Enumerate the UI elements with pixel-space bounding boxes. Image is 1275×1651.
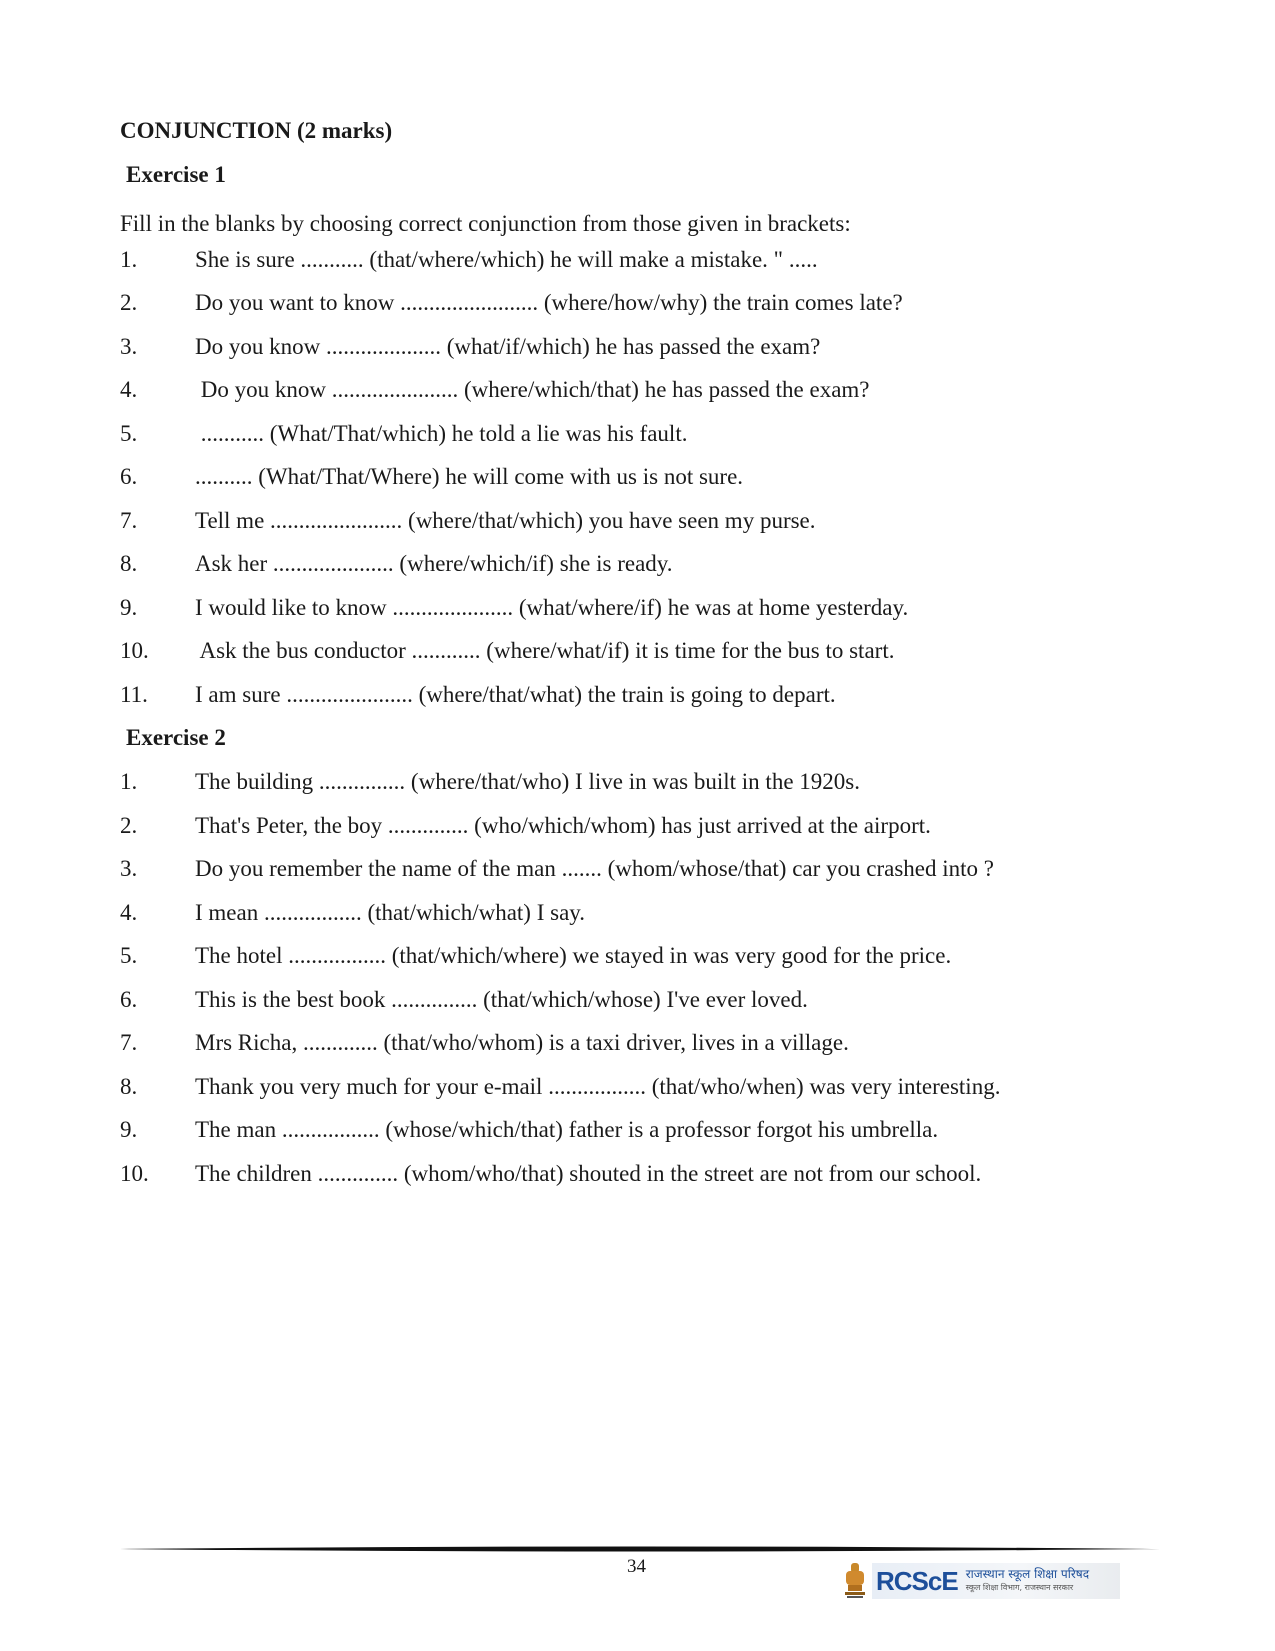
exercise-1-item bbox=[120, 594, 908, 622]
item-number: 3. bbox=[120, 334, 138, 359]
item-number: 10. bbox=[120, 638, 149, 663]
page-title: CONJUNCTION (2 marks) bbox=[120, 118, 393, 143]
footer-divider bbox=[120, 1542, 1160, 1556]
exercise-2-item bbox=[120, 942, 951, 970]
exercise-1-item bbox=[120, 550, 673, 578]
exercise-1-item bbox=[120, 420, 687, 448]
item-text: ........... (What/That/which) he told a lie was his fault. bbox=[195, 421, 688, 446]
item-text: The building ............... (where/that/who) I live in was built in the 1920s. bbox=[195, 769, 860, 794]
item-number: 3. bbox=[120, 856, 138, 881]
item-text: That's Peter, the boy .............. (who/which/whom) has just arrived at the airport. bbox=[195, 813, 931, 838]
exercise-1-item bbox=[120, 507, 816, 535]
exercise-1-item bbox=[120, 246, 818, 274]
item-text: The hotel ................. (that/which/where) we stayed in was very good for the price. bbox=[195, 943, 952, 968]
item-number: 8. bbox=[120, 551, 138, 576]
exercise-1-instruction: Fill in the blanks by choosing correct conjunction from those given in brackets: bbox=[120, 211, 851, 236]
page-number: 34 bbox=[627, 1556, 646, 1577]
exercise-2-item bbox=[120, 812, 931, 840]
item-text: I am sure ...................... (where/that/what) the train is going to depart. bbox=[195, 682, 836, 707]
exercise-1-heading: Exercise 1 bbox=[126, 162, 226, 187]
item-number: 2. bbox=[120, 290, 138, 315]
exercise-2-item bbox=[120, 855, 994, 883]
item-number: 7. bbox=[120, 508, 138, 533]
item-number: 8. bbox=[120, 1074, 138, 1099]
item-number: 6. bbox=[120, 464, 138, 489]
logo-brand-text: RCScE bbox=[876, 1565, 958, 1596]
item-text: Mrs Richa, ............. (that/who/whom) is a taxi driver, lives in a village. bbox=[195, 1030, 849, 1055]
item-number: 2. bbox=[120, 813, 138, 838]
item-number: 5. bbox=[120, 421, 138, 446]
exercise-1-item bbox=[120, 333, 820, 361]
item-text: Do you know .................... (what/if/which) he has passed the exam? bbox=[195, 334, 821, 359]
item-text: Do you remember the name of the man ....... (whom/whose/that) car you crashed into ? bbox=[195, 856, 995, 881]
item-number: 1. bbox=[120, 247, 138, 272]
exercise-2-item bbox=[120, 1029, 849, 1057]
exercise-1-item bbox=[120, 376, 870, 404]
exercise-2-item bbox=[120, 1160, 981, 1188]
exercise-1-item bbox=[120, 681, 836, 709]
item-number: 9. bbox=[120, 595, 138, 620]
item-text: This is the best book ............... (that/which/whose) I've ever loved. bbox=[195, 987, 808, 1012]
item-text: The man ................. (whose/which/that) father is a professor forgot his umbrella. bbox=[195, 1117, 939, 1142]
item-text: I would like to know ..................... (what/where/if) he was at home yesterday. bbox=[195, 595, 909, 620]
item-text: Ask her ..................... (where/which/if) she is ready. bbox=[195, 551, 673, 576]
exercise-2-item bbox=[120, 899, 585, 927]
exercise-2-item bbox=[120, 768, 860, 796]
exercise-2-heading: Exercise 2 bbox=[126, 725, 226, 750]
state-emblem-icon bbox=[842, 1561, 868, 1601]
exercise-1-item bbox=[120, 637, 894, 665]
item-text: The children .............. (whom/who/that) shouted in the street are not from our school. bbox=[195, 1161, 982, 1186]
item-text: .......... (What/That/Where) he will come with us is not sure. bbox=[195, 464, 744, 489]
item-number: 6. bbox=[120, 987, 138, 1012]
item-number: 4. bbox=[120, 377, 138, 402]
logo-hindi-title: राजस्थान स्कूल शिक्षा परिषद bbox=[965, 1567, 1090, 1581]
item-text: Do you know ...................... (where/which/that) he has passed the exam? bbox=[195, 377, 870, 402]
exercise-2-item bbox=[120, 1073, 1000, 1101]
exercise-1-item bbox=[120, 289, 903, 317]
item-number: 1. bbox=[120, 769, 138, 794]
item-text: She is sure ........... (that/where/which) he will make a mistake. " ..... bbox=[195, 247, 818, 272]
item-text: I mean ................. (that/which/what) I say. bbox=[195, 900, 586, 925]
rcsce-logo bbox=[842, 1560, 1120, 1602]
item-text: Do you want to know ........................ (where/how/why) the train comes late? bbox=[195, 290, 903, 315]
item-number: 11. bbox=[120, 682, 148, 707]
item-number: 5. bbox=[120, 943, 138, 968]
exercise-2-item bbox=[120, 986, 808, 1014]
exercise-1-item bbox=[120, 463, 743, 491]
logo-hindi-subtitle: स्कूल शिक्षा विभाग, राजस्थान सरकार bbox=[965, 1583, 1074, 1592]
item-number: 10. bbox=[120, 1161, 149, 1186]
item-number: 9. bbox=[120, 1117, 138, 1142]
item-text: Ask the bus conductor ............ (where/what/if) it is time for the bus to start. bbox=[195, 638, 895, 663]
item-text: Tell me ....................... (where/that/which) you have seen my purse. bbox=[195, 508, 816, 533]
exercise-2-item bbox=[120, 1116, 938, 1144]
item-number: 7. bbox=[120, 1030, 138, 1055]
item-number: 4. bbox=[120, 900, 138, 925]
item-text: Thank you very much for your e-mail ................. (that/who/when) was very interesting. bbox=[195, 1074, 1001, 1099]
